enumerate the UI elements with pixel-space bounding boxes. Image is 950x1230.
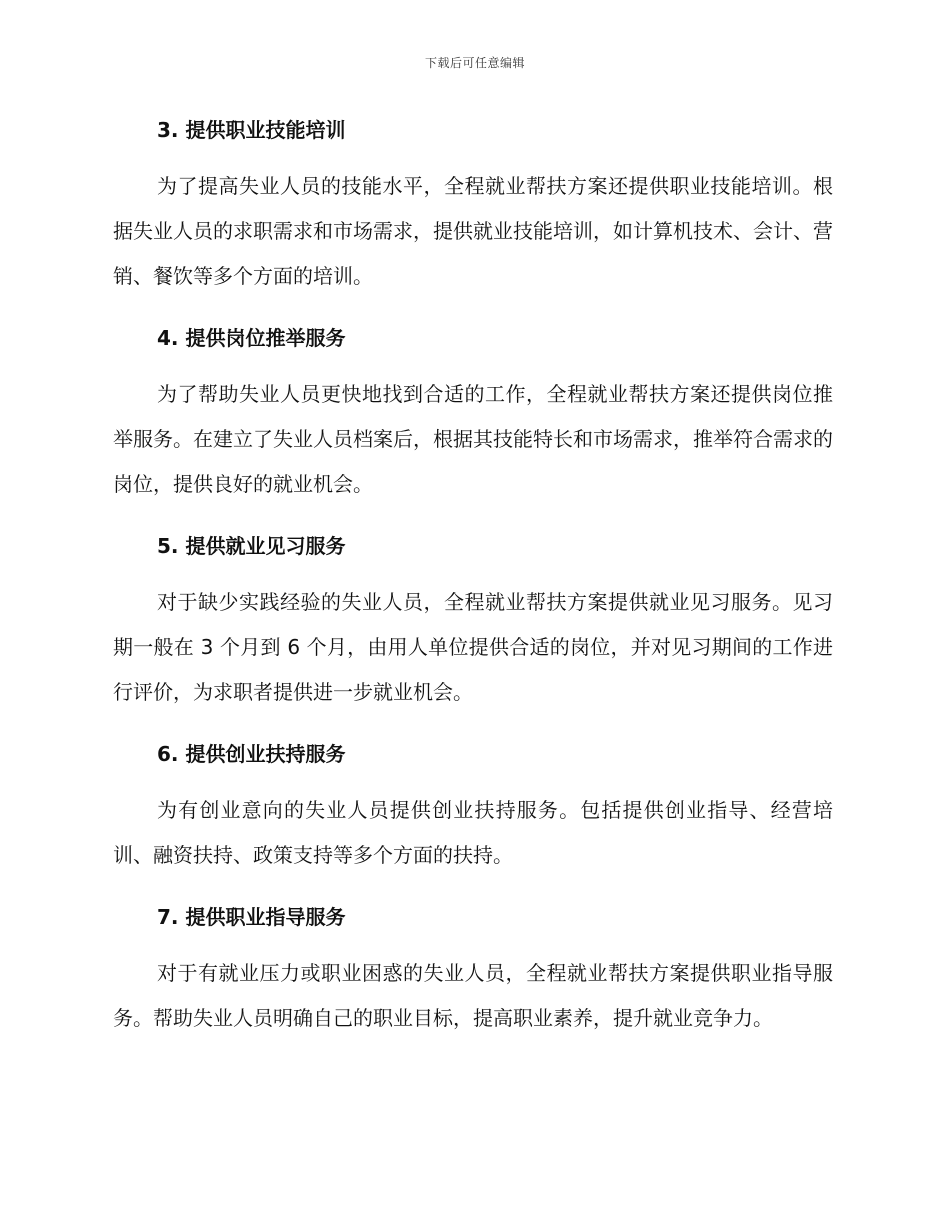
section-paragraph: 对于缺少实践经验的失业人员，全程就业帮扶方案提供就业见习服务。见习期一般在 3 个月到 6 个月，由用人单位提供合适的岗位，并对见习期间的工作进行评价，为求职者提供进一步就业机会。 <box>113 590 833 704</box>
section-heading: 5. 提供就业见习服务 <box>157 534 346 558</box>
section-paragraph: 为了帮助失业人员更快地找到合适的工作，全程就业帮扶方案还提供岗位推举服务。在建立了失业人员档案后，根据其技能特长和市场需求，推举符合需求的岗位，提供良好的就业机会。 <box>113 382 833 496</box>
section-skills-training <box>113 110 833 299</box>
section-heading: 3. 提供职业技能培训 <box>157 118 346 142</box>
section-paragraph: 为了提高失业人员的技能水平，全程就业帮扶方案还提供职业技能培训。根据失业人员的求职需求和市场需求，提供就业技能培训，如计算机技术、会计、营销、餐饮等多个方面的培训。 <box>113 174 833 288</box>
section-career-guidance <box>113 897 833 1041</box>
document-body <box>113 110 833 1041</box>
section-heading: 4. 提供岗位推举服务 <box>157 326 346 350</box>
section-paragraph: 对于有就业压力或职业困惑的失业人员，全程就业帮扶方案提供职业指导服务。帮助失业人员明确自己的职业目标，提高职业素养，提升就业竞争力。 <box>113 961 833 1030</box>
section-internship <box>113 526 833 715</box>
section-heading: 7. 提供职业指导服务 <box>157 905 346 929</box>
page-header-note: 下载后可任意编辑 <box>424 56 525 70</box>
section-heading: 6. 提供创业扶持服务 <box>157 742 346 766</box>
section-entrepreneurship-support <box>113 734 833 878</box>
section-job-recommendation <box>113 318 833 507</box>
section-paragraph: 为有创业意向的失业人员提供创业扶持服务。包括提供创业指导、经营培训、融资扶持、政策支持等多个方面的扶持。 <box>113 798 833 867</box>
